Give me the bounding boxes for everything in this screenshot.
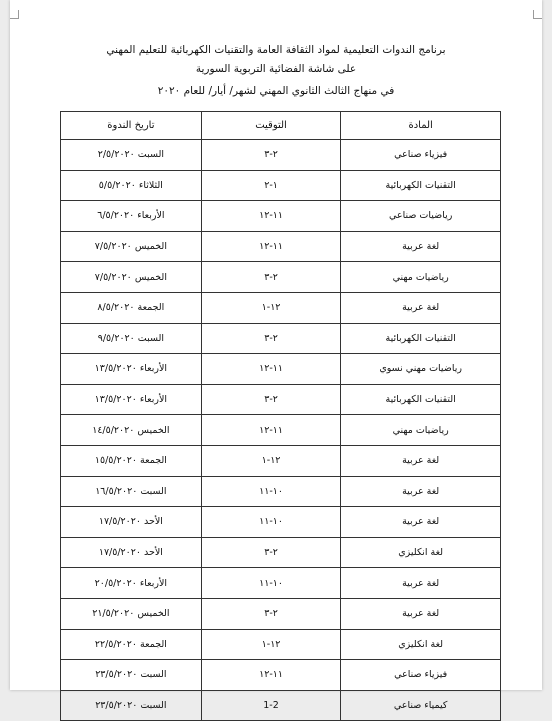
- cell-date: الثلاثاء ٥/٥/٢٠٢٠: [61, 170, 202, 201]
- cell-date: الجمعة ٢٢/٥/٢٠٢٠: [61, 629, 202, 660]
- table-row: [61, 629, 501, 660]
- cell-time: ١٠-١١: [201, 507, 341, 538]
- table-row: [61, 690, 501, 721]
- cell-time: ١٠-١١: [201, 476, 341, 507]
- cell-date: الجمعة ١٥/٥/٢٠٢٠: [61, 445, 202, 476]
- table-row: [61, 476, 501, 507]
- table-row: [61, 660, 501, 691]
- table-header-row: [61, 112, 501, 140]
- table-row: [61, 568, 501, 599]
- document-page: [10, 0, 542, 711]
- cell-time: ١٢-١: [201, 629, 341, 660]
- cell-subject: رياضيات مهني نسوي: [341, 354, 501, 385]
- cell-subject: رياضيات مهني: [341, 415, 501, 446]
- table-row: [61, 292, 501, 323]
- cell-time: ٢-٣: [201, 323, 341, 354]
- table-row: [61, 140, 501, 171]
- cell-date: الجمعة ٨/٥/٢٠٢٠: [61, 292, 202, 323]
- cell-subject: التقنيات الكهربائية: [341, 323, 501, 354]
- cell-subject: لغة انكليزي: [341, 537, 501, 568]
- cell-time: ٢-٣: [201, 598, 341, 629]
- cell-time: ١٢-١: [201, 445, 341, 476]
- cell-date: السبت ٢٣/٥/٢٠٢٠: [61, 690, 202, 721]
- table-row: [61, 231, 501, 262]
- cell-subject: فيزياء صناعي: [341, 140, 501, 171]
- table-row: [61, 384, 501, 415]
- cell-date: الخميس ٧/٥/٢٠٢٠: [61, 231, 202, 262]
- cell-subject: لغة انكليزي: [341, 629, 501, 660]
- cell-subject: لغة عربية: [341, 445, 501, 476]
- cell-date: الأربعاء ٢٠/٥/٢٠٢٠: [61, 568, 202, 599]
- cell-time: ١١-١٢: [201, 354, 341, 385]
- cell-subject: لغة عربية: [341, 476, 501, 507]
- cell-date: السبت ٢٣/٥/٢٠٢٠: [61, 660, 202, 691]
- cell-time: ١١-١٢: [201, 201, 341, 232]
- table-row: [61, 354, 501, 385]
- cell-subject: لغة عربية: [341, 231, 501, 262]
- cell-date: الأحد ١٧/٥/٢٠٢٠: [61, 537, 202, 568]
- document-subtitle-curriculum: في منهاج الثالث الثانوي المهني لشهر/ أيار/ للعام ٢٠٢٠: [157, 85, 395, 97]
- table-row: [61, 507, 501, 538]
- cell-time: ١٠-١١: [201, 568, 341, 599]
- cell-date: الأربعاء ١٣/٥/٢٠٢٠: [61, 384, 202, 415]
- cell-subject: التقنيات الكهربائية: [341, 170, 501, 201]
- table-row: [61, 262, 501, 293]
- cell-date: السبت ٢/٥/٢٠٢٠: [61, 140, 202, 171]
- cell-time: ١-٢: [201, 170, 341, 201]
- crop-mark-top-right: [533, 10, 542, 19]
- cell-subject: رياضيات صناعي: [341, 201, 501, 232]
- cell-time: ٢-٣: [201, 262, 341, 293]
- cell-time: 1-2: [201, 690, 341, 721]
- cell-subject: لغة عربية: [341, 568, 501, 599]
- cell-subject: لغة عربية: [341, 292, 501, 323]
- cell-date: السبت ١٦/٥/٢٠٢٠: [61, 476, 202, 507]
- cell-subject: التقنيات الكهربائية: [341, 384, 501, 415]
- cell-time: ٢-٣: [201, 140, 341, 171]
- cell-date: الأربعاء ٦/٥/٢٠٢٠: [61, 201, 202, 232]
- header-time: التوقيت: [201, 112, 341, 140]
- schedule-table: [60, 111, 501, 721]
- document-subtitle: على شاشة الفضائية التربوية السورية: [195, 63, 357, 75]
- cell-time: ٢-٣: [201, 384, 341, 415]
- cell-time: ١١-١٢: [201, 415, 341, 446]
- cell-date: الأحد ١٧/٥/٢٠٢٠: [61, 507, 202, 538]
- cell-date: الخميس ٧/٥/٢٠٢٠: [61, 262, 202, 293]
- cell-subject: كيمياء صناعي: [341, 690, 501, 721]
- table-row: [61, 170, 501, 201]
- table-row: [61, 537, 501, 568]
- cell-date: الخميس ٢١/٥/٢٠٢٠: [61, 598, 202, 629]
- cell-date: الأربعاء ١٣/٥/٢٠٢٠: [61, 354, 202, 385]
- crop-mark-top-left: [10, 10, 19, 19]
- cell-time: ٢-٣: [201, 537, 341, 568]
- header-date: تاريخ الندوة: [61, 112, 202, 140]
- document-title: برنامج الندوات التعليمية لمواد الثقافة العامة والتقنيات الكهربائية للتعليم المهني: [106, 44, 446, 56]
- cell-subject: لغة عربية: [341, 507, 501, 538]
- cell-subject: رياضيات مهني: [341, 262, 501, 293]
- cell-date: السبت ٩/٥/٢٠٢٠: [61, 323, 202, 354]
- cell-subject: لغة عربية: [341, 598, 501, 629]
- cell-time: ١١-١٢: [201, 660, 341, 691]
- header-subject: المادة: [341, 112, 501, 140]
- table-row: [61, 201, 501, 232]
- cell-time: ١٢-١: [201, 292, 341, 323]
- table-row: [61, 323, 501, 354]
- cell-subject: فيزياء صناعي: [341, 660, 501, 691]
- cell-date: الخميس ١٤/٥/٢٠٢٠: [61, 415, 202, 446]
- cell-time: ١١-١٢: [201, 231, 341, 262]
- table-row: [61, 415, 501, 446]
- table-row: [61, 598, 501, 629]
- table-row: [61, 445, 501, 476]
